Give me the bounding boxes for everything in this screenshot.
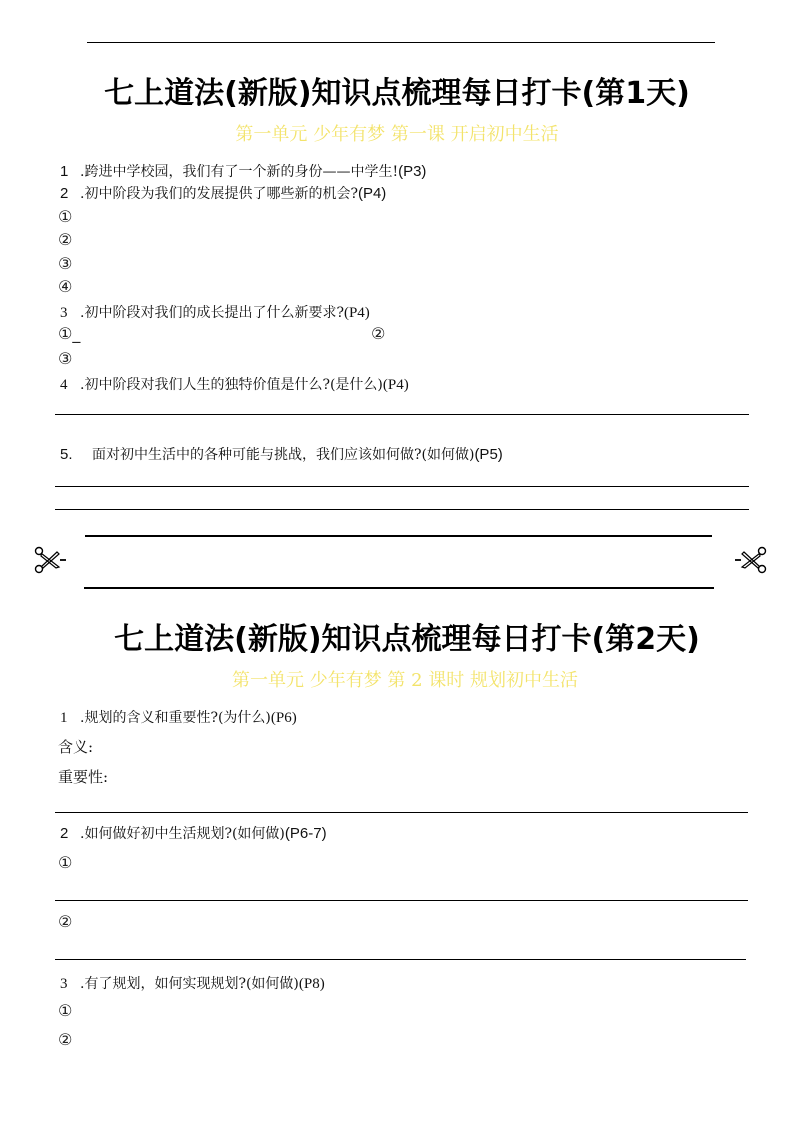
question-number: 2: [60, 185, 69, 202]
answer-mark-3: ③: [58, 349, 73, 368]
cut-line-bottom: [84, 587, 714, 589]
page-ref: (P6): [270, 710, 297, 726]
page-ref: (P4): [343, 305, 370, 321]
importance-label: 重要性:: [58, 768, 109, 786]
day1-question-3: [60, 302, 370, 322]
day2-question-1: [60, 707, 297, 727]
question-text: .跨进中学校园，我们有了一个新的身份——中学生!: [80, 164, 399, 180]
day2-question-2: [60, 823, 327, 843]
meaning-label: 含义:: [58, 738, 94, 756]
day1-title: 七上道法(新版)知识点梳理每日打卡(第1天): [104, 76, 690, 111]
answer-mark-1: ①: [58, 853, 73, 872]
page-ref: (P4): [357, 185, 387, 202]
day1-question-4: [60, 374, 409, 394]
day1-question-1: [60, 161, 426, 181]
question-text: .有了规划，如何实现规划?(如何做): [80, 976, 299, 992]
question-text: .如何做好初中生活规划?(如何做): [80, 826, 285, 842]
answer-line: [55, 486, 749, 487]
page-ref: (P6-7): [284, 825, 327, 842]
question-text: .初中阶段对我们人生的独特价值是什么?(是什么): [80, 377, 383, 393]
day2-question-3: [60, 973, 325, 993]
day1-question-5: [60, 444, 503, 464]
day2-title: 七上道法(新版)知识点梳理每日打卡(第2天): [114, 622, 700, 657]
answer-line: [55, 812, 748, 813]
question-text: 面对初中生活中的各种可能与挑战，我们应该如何做?(如何做): [92, 447, 475, 463]
question-number: 3: [60, 976, 68, 992]
top-rule: [87, 42, 715, 43]
question-number: 1: [60, 163, 69, 180]
question-number: 5.: [60, 446, 73, 463]
answer-mark-2: ②: [371, 324, 386, 343]
cut-line-top: [85, 535, 712, 537]
day2-subtitle: 第一单元 少年有梦 第 2 课时 规划初中生活: [231, 670, 579, 691]
answer-mark-1: ①_: [58, 324, 81, 343]
answer-mark-2: ②: [58, 230, 73, 249]
answer-line: [55, 959, 746, 960]
day1-question-2: [60, 183, 386, 203]
day1-subtitle: 第一单元 少年有梦 第一课 开启初中生活: [235, 124, 559, 145]
answer-mark-2: ②: [58, 1030, 73, 1049]
answer-mark-1: ①: [58, 1001, 73, 1020]
answer-line: [55, 509, 749, 510]
answer-mark-4: ④: [58, 277, 73, 296]
question-text: .初中阶段为我们的发展提供了哪些新的机会?: [80, 186, 358, 202]
page-ref: (P3): [398, 163, 427, 180]
question-number: 1: [60, 710, 68, 726]
answer-line: [55, 414, 749, 415]
page-ref: (P4): [382, 377, 409, 393]
answer-mark-1: ①: [58, 207, 73, 226]
answer-mark-3: ③: [58, 254, 73, 273]
scissors-icon: [734, 545, 768, 575]
question-number: 2: [60, 825, 69, 842]
page-ref: (P8): [298, 976, 325, 992]
answer-line: [55, 900, 748, 901]
question-number: 4: [60, 377, 68, 393]
question-text: .规划的含义和重要性?(为什么): [80, 710, 271, 726]
question-number: 3: [60, 305, 68, 321]
question-text: .初中阶段对我们的成长提出了什么新要求?: [80, 305, 344, 321]
answer-mark-2: ②: [58, 912, 73, 931]
page-ref: (P5): [474, 446, 503, 463]
scissors-icon: [33, 545, 67, 575]
